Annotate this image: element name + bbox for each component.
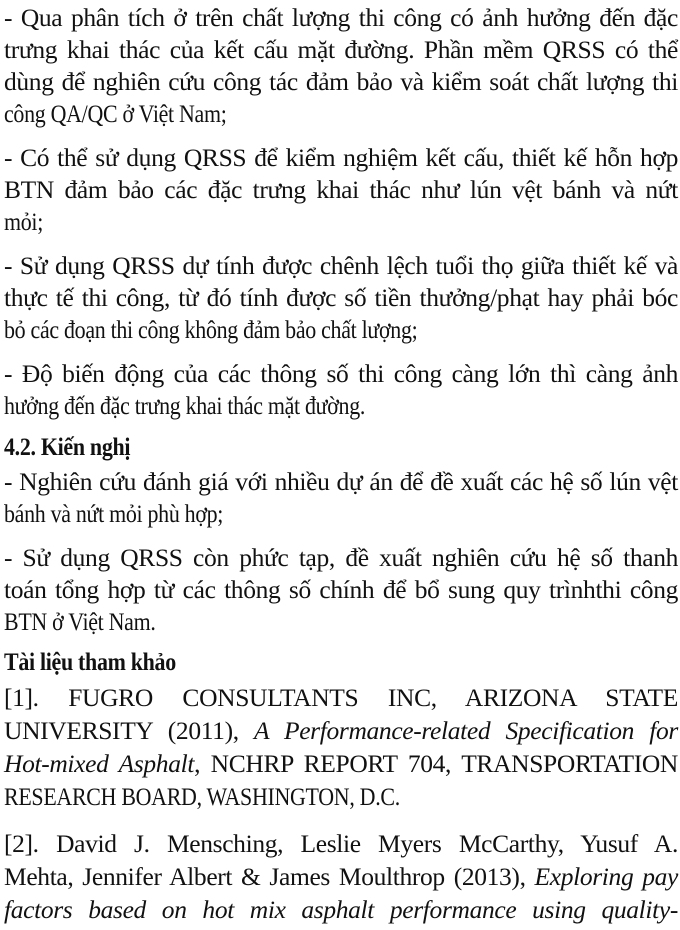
text-line: BTN đảm bảo các đặc trưng khai thác như lún vệt bánh và nứt — [4, 175, 678, 204]
section-heading-references: Tài liệu tham khảo — [4, 647, 176, 676]
text-line — [4, 748, 678, 780]
text-line: bánh và nứt mỏi phù hợp; — [4, 499, 224, 528]
text-line: - Qua phân tích ở trên chất lượng thi công có ảnh hưởng đến đặc — [4, 3, 678, 32]
text-line: toán tổng hợp từ các thông số chính để bổ sung quy trìnhthi công — [4, 575, 678, 604]
reference-authors: Mehta, Jennifer Albert & James Moulthrop (2013), — [4, 862, 535, 891]
text-line: - Sử dụng QRSS dự tính được chênh lệch tuổi thọ giữa thiết kế và — [4, 251, 678, 280]
text-line: - Nghiên cứu đánh giá với nhiều dự án để đề xuất các hệ số lún vệt — [4, 467, 678, 496]
text-line: - Có thể sử dụng QRSS để kiểm nghiệm kết cấu, thiết kế hỗn hợp — [4, 143, 678, 172]
text-line: công QA/QC ở Việt Nam; — [4, 99, 227, 128]
text-line: mỏi; — [4, 207, 44, 236]
text-line: [1]. FUGRO CONSULTANTS INC, ARIZONA STATE — [4, 683, 678, 712]
text-line: hưởng đến đặc trưng khai thác mặt đường. — [4, 391, 366, 420]
text-line: dùng để nghiên cứu công tác đảm bảo và kiểm soát chất lượng thi — [4, 67, 678, 96]
text-line: - Sử dụng QRSS còn phức tạp, đề xuất nghiên cứu hệ số thanh — [4, 543, 678, 572]
text-line: factors based on hot mix asphalt performance using quality- — [4, 895, 678, 924]
reference-authors: UNIVERSITY (2011), — [4, 716, 254, 745]
reference-title: Hot-mixed Asphalt — [4, 749, 195, 778]
text-line: - Độ biến động của các thông số thi công càng lớn thì càng ảnh — [4, 359, 678, 388]
reference-title: Exploring pay — [534, 862, 678, 891]
text-line: RESEARCH BOARD, WASHINGTON, D.C. — [4, 782, 400, 811]
text-line: BTN ở Việt Nam. — [4, 607, 156, 636]
text-line — [4, 861, 678, 893]
text-line: bỏ các đoạn thi công không đảm bảo chất lượng; — [4, 315, 418, 344]
section-heading-recommendations: 4.2. Kiến nghị — [4, 432, 131, 461]
text-line: trưng khai thác của kết cấu mặt đường. Phần mềm QRSS có thể — [4, 35, 678, 64]
text-line: thực tế thi công, từ đó tính được số tiền thưởng/phạt hay phải bóc — [4, 283, 678, 312]
text-line: [2]. David J. Mensching, Leslie Myers McCarthy, Yusuf A. — [4, 829, 678, 858]
text-line — [4, 715, 678, 747]
reference-title: A Performance-related Specification for — [253, 716, 678, 745]
reference-publisher: , NCHRP REPORT 704, TRANSPORTATION — [194, 749, 678, 778]
